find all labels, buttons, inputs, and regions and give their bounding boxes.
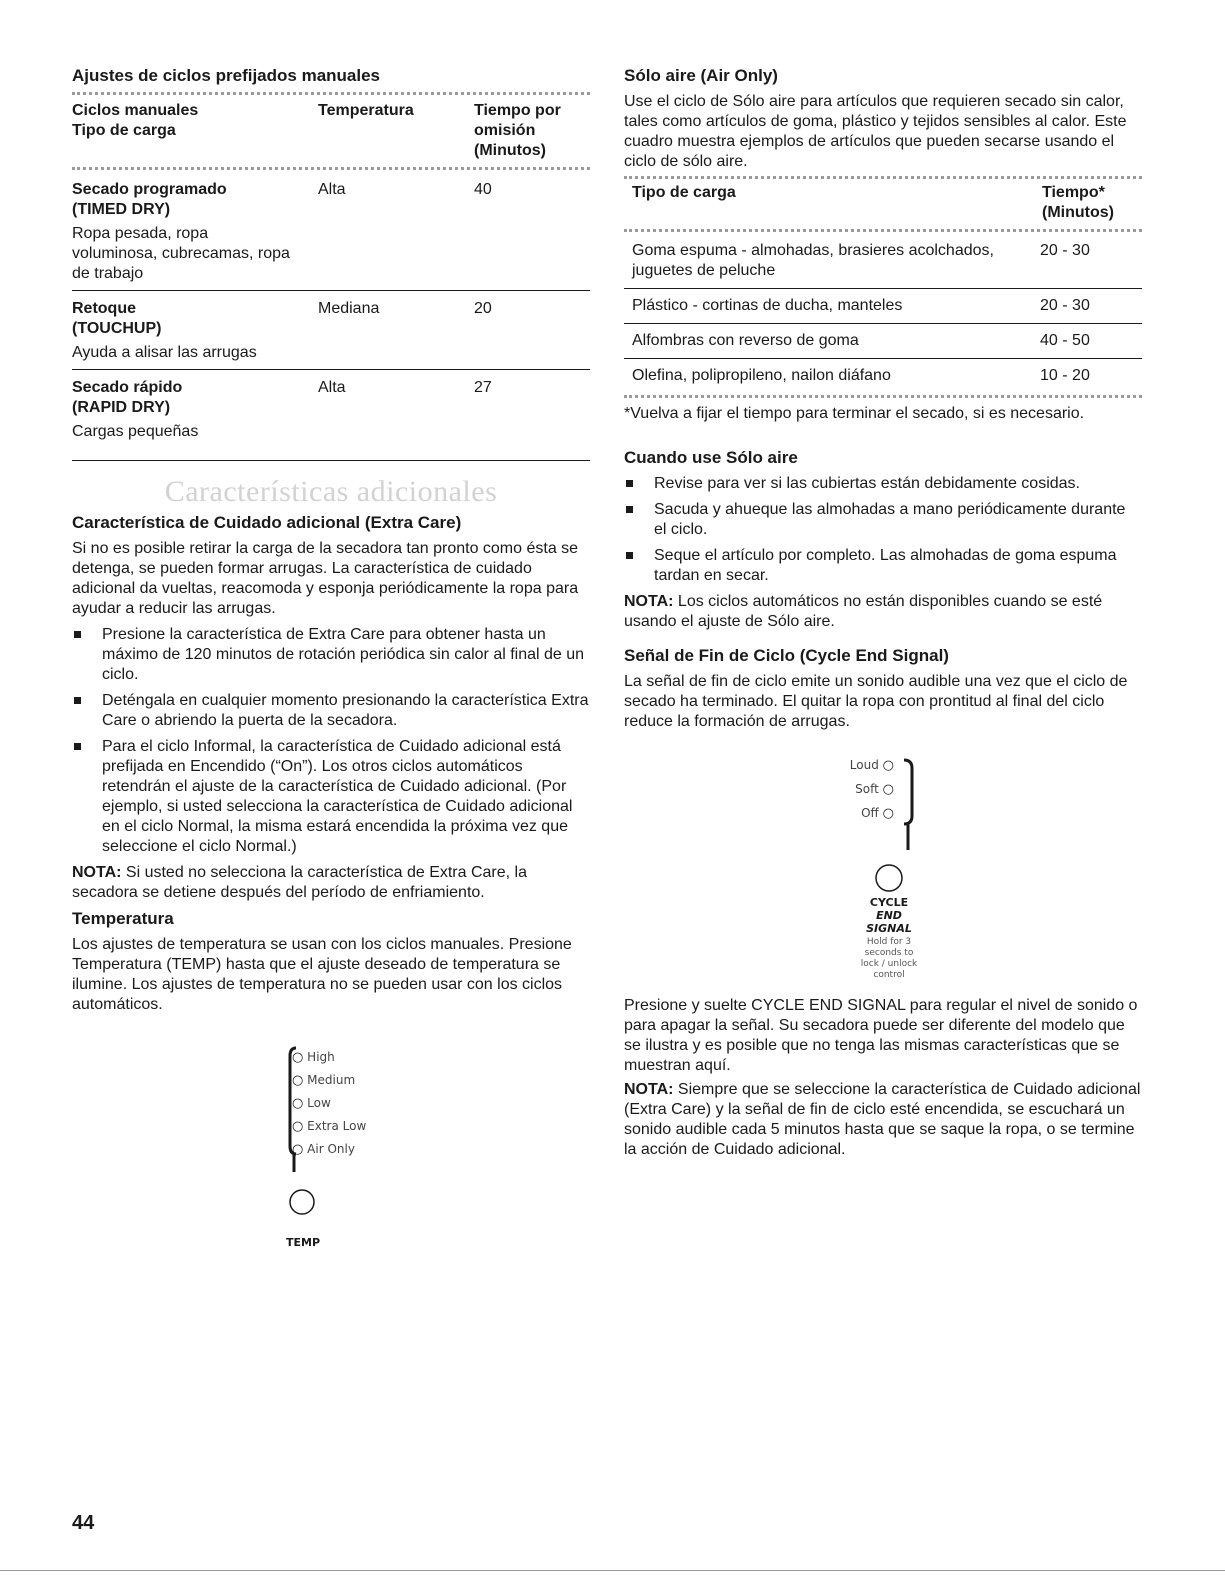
load-cell: Plástico - cortinas de ducha, manteles — [632, 297, 903, 314]
time-cell: 20 - 30 — [1040, 242, 1090, 259]
cycle-end-heading: Señal de Fin de Ciclo (Cycle End Signal) — [624, 646, 949, 665]
note-label: NOTA: — [624, 1081, 674, 1098]
temp-option-label: Medium — [307, 1073, 356, 1087]
header-cycles: Ciclos manuales — [72, 102, 199, 119]
list-item-text: Seque el artículo por completo. Las almohadas de goma espuma tardan en secar. — [654, 547, 1117, 584]
cycle-label: CYCLE — [869, 896, 909, 909]
cycle-end-signal-control — [830, 756, 940, 991]
indicator-icon: ○ — [292, 1050, 304, 1065]
signal-level-label: Loud — [849, 758, 879, 772]
section-divider — [72, 460, 590, 461]
header-temperature: Temperatura — [318, 102, 414, 119]
indicator-icon: ○ — [882, 806, 894, 821]
air-only-heading: Sólo aire (Air Only) — [624, 66, 778, 85]
indicator-icon: ○ — [292, 1142, 304, 1157]
hold-instruction-2: seconds to — [864, 948, 914, 958]
cycle-time: 40 — [474, 181, 492, 198]
indicator-icon: ○ — [292, 1119, 304, 1134]
signal-level-label: Soft — [855, 782, 879, 796]
cycle-end-text-2: Presione y suelte CYCLE END SIGNAL para regular el nivel de sonido o para apagar la señal. Su secadora puede ser diferente del modelo que se ilustra y es posible que no tenga las mismas características que se muestran aquí. — [624, 997, 1138, 1074]
temp-option-label: High — [307, 1050, 335, 1064]
cycles-rows — [72, 172, 590, 448]
temp-option — [292, 1119, 366, 1142]
hold-instruction-3: lock / unlock — [860, 959, 918, 969]
cycle-end-text: La señal de fin de ciclo emite un sonido audible una vez que el ciclo de secado ha terminado. El quitar la ropa con prontitud al final del ciclo reduce la formación de arrugas. — [624, 673, 1128, 730]
cycle-end-button[interactable] — [840, 896, 938, 981]
section-title: Características adicionales — [164, 475, 498, 508]
list-item-text: Revise para ver si las cubiertas están debidamente cosidas. — [654, 475, 1080, 492]
bullet-icon — [74, 631, 81, 638]
temp-option — [292, 1142, 366, 1165]
cycle-name: Secado programado — [72, 181, 227, 198]
temperature-control — [284, 1042, 424, 1262]
dotted-divider — [72, 92, 590, 95]
load-cell: Alfombras con reverso de goma — [632, 332, 859, 349]
time-cell: 20 - 30 — [1040, 297, 1090, 314]
cycle-code: (TOUCHUP) — [72, 320, 162, 337]
cycles-heading: Ajustes de ciclos prefijados manuales — [72, 66, 381, 85]
bullet-icon — [626, 480, 633, 487]
signal-label: SIGNAL — [866, 922, 912, 935]
header-load-type: Tipo de carga — [72, 122, 176, 139]
list-item-text: Presione la característica de Extra Care para obtener hasta un máximo de 120 minutos de rotación periódica sin calor al final de un ciclo. — [102, 626, 585, 683]
list-item-text: Para el ciclo Informal, la característica de Cuidado adicional está prefijada en Encendido (“On”). Los otros ciclos automáticos retendrán el ajuste de la característica de Cuidado adicional. (Por ejemplo, si usted selecciona la característica de Cuidado adicional en el ciclo Normal, la misma estará encendida la próxima vez que seleccione el ciclo Normal.) — [102, 738, 573, 855]
hold-instruction-1: Hold for 3 — [866, 937, 912, 947]
cycle-description: Cargas pequeñas — [72, 423, 199, 440]
when-air-heading: Cuando use Sólo aire — [624, 448, 798, 467]
table-row — [624, 324, 1142, 359]
list-item — [72, 691, 590, 731]
extra-care-intro: Si no es posible retirar la carga de la secadora tan pronto como ésta se detenga, se pueden formar arrugas. La característica de cuidado adicional da vueltas, reacomoda y esponja periódicamente la ropa para ayudar a reducir las arrugas. — [72, 540, 579, 617]
extra-care-note — [72, 863, 590, 903]
note-text: Si usted no selecciona la característica de Extra Care, la secadora se detiene después del período de enfriamiento. — [72, 864, 527, 901]
table-row — [624, 359, 1142, 394]
table-row — [72, 172, 590, 290]
note-text: Siempre que se seleccione la característica de Cuidado adicional (Extra Care) y la señal de fin de ciclo esté encendida, se escuchará un sonido audible cada 5 minutos hasta que se saque la ropa, o se termine la acción de Cuidado adicional. — [624, 1081, 1141, 1158]
temp-option — [292, 1073, 366, 1096]
temp-option-label: Air Only — [307, 1142, 355, 1156]
air-only-rows — [624, 234, 1142, 393]
bullet-icon — [74, 697, 81, 704]
header-load-type: Tipo de carga — [632, 184, 736, 201]
air-only-text: Use el ciclo de Sólo aire para artículos que requieren secado sin calor, tales como artículos de goma, plástico y tejidos sensibles al calor. Este cuadro muestra ejemplos de artículos que pueden secarse usando el ciclo de sólo aire. — [624, 93, 1127, 170]
cycle-end-note — [624, 1080, 1142, 1160]
note-text: Los ciclos automáticos no están disponibles cuando se esté usando el ajuste de Sólo aire. — [624, 593, 1103, 630]
cycle-end-continued — [624, 996, 1142, 1166]
cycle-time: 27 — [474, 379, 492, 396]
end-label: END — [876, 909, 902, 922]
load-cell: Olefina, polipropileno, nailon diáfano — [632, 367, 891, 384]
cycle-temperature: Alta — [318, 379, 346, 396]
cycle-temperature: Mediana — [318, 300, 380, 317]
temp-option-label: Low — [307, 1096, 331, 1110]
dotted-divider — [72, 167, 590, 170]
list-item-text: Deténgala en cualquier momento presionando la característica Extra Care o abriendo la puerta de la secadora. — [102, 692, 589, 729]
signal-bracket-icon — [830, 756, 940, 896]
temp-option — [292, 1096, 366, 1119]
cycle-name: Retoque — [72, 300, 136, 317]
air-only-footnote: *Vuelva a fijar el tiempo para terminar el secado, si es necesario. — [624, 405, 1085, 422]
cycle-name: Secado rápido — [72, 379, 183, 396]
table-row — [72, 291, 590, 369]
list-item — [624, 500, 1142, 540]
temp-button-label: TEMP — [286, 1236, 321, 1249]
header-time-2: omisión — [474, 122, 536, 139]
left-column — [72, 66, 590, 1015]
page-number: 44 — [72, 1512, 95, 1534]
signal-level-label: Off — [861, 806, 879, 820]
dotted-divider — [624, 229, 1142, 232]
temperature-heading: Temperatura — [72, 909, 174, 928]
list-item — [72, 625, 590, 685]
right-column — [624, 66, 1142, 732]
header-time-2: (Minutos) — [1042, 204, 1114, 221]
time-cell: 10 - 20 — [1040, 367, 1090, 384]
list-item — [72, 737, 590, 857]
dotted-divider — [624, 395, 1142, 398]
list-item — [624, 474, 1142, 494]
extra-care-list — [72, 625, 590, 857]
table-row — [624, 289, 1142, 324]
cycle-description: Ropa pesada, ropa voluminosa, cubrecamas, ropa de trabajo — [72, 225, 290, 282]
header-time-1: Tiempo por — [474, 102, 561, 119]
header-time-1: Tiempo* — [1042, 184, 1105, 201]
air-table-header — [624, 181, 1142, 227]
cycle-description: Ayuda a alisar las arrugas — [72, 344, 257, 361]
header-time-3: (Minutos) — [474, 142, 546, 159]
bullet-icon — [626, 552, 633, 559]
indicator-icon: ○ — [882, 782, 894, 797]
indicator-icon: ○ — [292, 1096, 304, 1111]
bullet-icon — [74, 743, 81, 750]
indicator-icon: ○ — [882, 758, 894, 773]
air-only-table — [624, 181, 1142, 227]
cycle-code: (TIMED DRY) — [72, 201, 171, 218]
dotted-divider — [624, 176, 1142, 179]
page-bottom-rule — [0, 1570, 1225, 1571]
list-item-text: Sacuda y ahueque las almohadas a mano periódicamente durante el ciclo. — [654, 501, 1126, 538]
cycles-table-header — [72, 97, 590, 161]
load-cell: Goma espuma - almohadas, brasieres acolchados, juguetes de peluche — [632, 242, 994, 279]
extra-care-heading: Característica de Cuidado adicional (Extra Care) — [72, 513, 462, 532]
list-item — [624, 546, 1142, 586]
when-air-note — [624, 592, 1142, 632]
note-label: NOTA: — [624, 593, 674, 610]
when-air-list — [624, 474, 1142, 586]
bullet-icon — [626, 506, 633, 513]
time-cell: 40 - 50 — [1040, 332, 1090, 349]
cycles-table — [72, 97, 590, 161]
table-row — [624, 234, 1142, 289]
temperature-text: Los ajustes de temperatura se usan con los ciclos manuales. Presione Temperatura (TEMP) hasta que el ajuste deseado de temperatura se ilumine. Los ajustes de temperatura no se pueden usar con los ciclos automáticos. — [72, 936, 572, 1013]
cycle-code: (RAPID DRY) — [72, 399, 171, 416]
cycle-time: 20 — [474, 300, 492, 317]
temp-option — [292, 1050, 366, 1073]
table-row — [72, 370, 590, 448]
indicator-icon: ○ — [292, 1073, 304, 1088]
temp-option-label: Extra Low — [307, 1119, 367, 1133]
note-label: NOTA: — [72, 864, 122, 881]
cycle-temperature: Alta — [318, 181, 346, 198]
hold-instruction-4: control — [873, 970, 905, 980]
